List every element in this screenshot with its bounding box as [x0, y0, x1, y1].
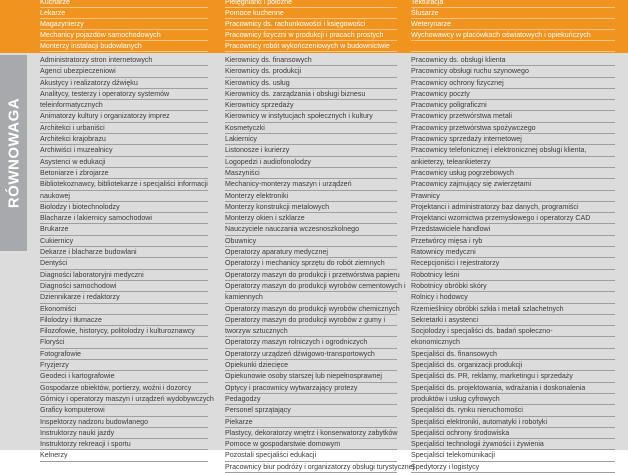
- occupation-row: Ekonomiści: [40, 304, 208, 315]
- occupation-row: Specjaliści ochrony środowiska: [411, 428, 615, 439]
- occupation-row: Operatorzy maszyn do produkcji wyrobów cementowych i: [225, 281, 397, 292]
- occupation-row: Monterzy instalacji budowlanych: [40, 41, 208, 52]
- occupation-row: Pozostali specjaliści edukacji: [225, 450, 397, 461]
- occupation-row: Ślusarze: [411, 8, 615, 19]
- occupation-row: kamiennych: [225, 292, 397, 303]
- occupation-row: Kierownicy sprzedaży: [225, 100, 397, 111]
- top-column-3: [411, 0, 615, 52]
- occupation-row: Specjaliści ds. finansowych: [411, 349, 615, 360]
- occupation-row: Projektanci i administratorzy baz danych, programiści: [411, 202, 615, 213]
- occupation-row: Specjaliści ds. organizacji produkcji: [411, 360, 615, 371]
- occupation-row: Dentyści: [40, 258, 208, 269]
- occupation-row: Operatorzy maszyn do produkcji wyrobów chemicznych: [225, 304, 397, 315]
- occupation-row: Fryzjerzy: [40, 360, 208, 371]
- occupation-row: Sekretarki i asystenci: [411, 315, 615, 326]
- occupation-row: Recepcjoniści i rejestratorzy: [411, 258, 615, 269]
- occupation-row: Lekarze: [40, 8, 208, 19]
- occupation-row: Animatorzy kultury i organizatorzy imprez: [40, 111, 208, 122]
- occupation-row: [411, 41, 615, 52]
- occupation-row: Monterzy okien i szklarze: [225, 213, 397, 224]
- occupation-row: Brukarze: [40, 224, 208, 235]
- occupation-row: Pracownicy sprzedaży internetowej: [411, 134, 615, 145]
- occupation-row: Magazynierzy: [40, 19, 208, 30]
- occupation-row: Opiekunki dziecięce: [225, 360, 397, 371]
- top-column-2: [225, 0, 397, 52]
- occupation-row: Pracownicy ds. obsługi klienta: [411, 55, 615, 66]
- occupation-row: Kierownicy ds. zarządzania i obsługi biznesu: [225, 89, 397, 100]
- balance-column-1: [40, 55, 214, 462]
- occupation-row: Administratorzy stron internetowych: [40, 55, 208, 66]
- occupation-row: Robotnicy leśni: [411, 270, 615, 281]
- occupation-row: Architekci krajobrazu: [40, 134, 208, 145]
- occupation-row: Dziennikarze i redaktorzy: [40, 292, 208, 303]
- occupation-row: Rzemieślnicy obróbki szkła i metali szlachetnych: [411, 304, 615, 315]
- occupation-row: Prawnicy: [411, 191, 615, 202]
- section-tab: [0, 55, 27, 251]
- occupation-row: Kierownicy ds. usług: [225, 78, 397, 89]
- occupation-row: Operatorzy maszyn rolniczych i ogrodniczych: [225, 337, 397, 348]
- occupation-row: Kelnerzy: [40, 450, 208, 461]
- occupation-row: Biolodzy i biotechnolodzy: [40, 202, 208, 213]
- occupation-row: Monterzy konstrukcji metalowych: [225, 202, 397, 213]
- occupation-row: Wychowawcy w placówkach oświatowych i opiekuńczych: [411, 30, 615, 41]
- occupation-row: Ratownicy medyczni: [411, 247, 615, 258]
- occupation-row: Agenci ubezpieczeniowi: [40, 66, 208, 77]
- occupation-row: Specjaliści elektroniki, automatyki i robotyki: [411, 417, 615, 428]
- occupation-row: Specjaliści telekomunikacji: [411, 450, 615, 461]
- occupation-row: Floryści: [40, 337, 208, 348]
- deficit-section: [0, 0, 628, 53]
- occupation-row: Mechanicy-monterzy maszyn i urządzeń: [225, 179, 397, 190]
- occupation-row: Plastycy, dekoratorzy wnętrz i konserwatorzy zabytków: [225, 428, 397, 439]
- occupation-row: Monterzy elektroniki: [225, 191, 397, 202]
- occupation-row: Lakiernicy: [225, 134, 397, 145]
- occupation-row: Kucharze: [40, 0, 208, 8]
- occupation-row: Pomoce w gospodarstwie domowym: [225, 439, 397, 450]
- occupation-row: Dekarze i blacharze budowlani: [40, 247, 208, 258]
- occupation-row: Obuwnicy: [225, 236, 397, 247]
- occupation-row: Pracownicy ds. rachunkowości i księgowości: [225, 19, 397, 30]
- occupation-row: Górnicy i operatorzy maszyn i urządzeń wydobywczych: [40, 394, 208, 405]
- section-label: RÓWNOWAGA: [5, 97, 22, 209]
- occupation-row: Filozofowie, historycy, politolodzy i kulturoznawcy: [40, 326, 208, 337]
- occupation-row: Maszyniści: [225, 168, 397, 179]
- occupation-row: Personel sprzątający: [225, 405, 397, 416]
- occupation-row: Specjaliści technologii żywności i żywienia: [411, 439, 615, 450]
- occupation-row: Specjaliści ds. PR, reklamy, marketingu i sprzedaży: [411, 371, 615, 382]
- occupation-row: Pracownicy robót wykończeniowych w budownictwie: [225, 41, 397, 52]
- occupation-row: Pracownicy usług pogrzebowych: [411, 168, 615, 179]
- occupation-row: Akustycy i realizatorzy dźwięku: [40, 78, 208, 89]
- occupation-row: Diagności samochodowi: [40, 281, 208, 292]
- occupation-row: Pracownicy poligraficzni: [411, 100, 615, 111]
- occupation-row: Nauczyciele nauczania wczesnoszkolnego: [225, 224, 397, 235]
- occupation-row: Pracownicy fizyczni w produkcji i pracach prostych: [225, 30, 397, 41]
- occupation-row: Graficy komputerowi: [40, 405, 208, 416]
- occupation-row: Kosmetyczki: [225, 123, 397, 134]
- occupation-row: Spedytorzy i logistycy: [411, 462, 615, 473]
- occupation-row: Przedstawiciele handlowi: [411, 224, 615, 235]
- occupation-row: Pracownicy biur podróży i organizatorzy obsługi turystycznej: [225, 462, 397, 473]
- occupation-row: Pracownicy ochrony fizycznej: [411, 78, 615, 89]
- occupation-row: Tekturacja: [411, 0, 615, 8]
- occupation-row: Analitycy, testerzy i operatorzy systemów: [40, 89, 208, 100]
- occupation-row: Przetwórcy mięsa i ryb: [411, 236, 615, 247]
- occupation-row: Pomoce kuchenne: [225, 8, 397, 19]
- occupation-row: Opiekunowie osoby starszej lub niepełnosprawnej: [225, 371, 397, 382]
- occupation-row: Pielęgniarki i położne: [225, 0, 397, 8]
- occupation-row: produktów i usług cyfrowych: [411, 394, 615, 405]
- occupation-row: Pracownicy zajmujący się zwierzętami: [411, 179, 615, 190]
- occupation-row: Pracownicy poczty: [411, 89, 615, 100]
- top-column-1: [40, 0, 208, 52]
- occupation-row: Pracownicy przetwórstwa spożywczego: [411, 123, 615, 134]
- occupation-row: Architekci i urbaniści: [40, 123, 208, 134]
- occupation-row: Piekarze: [225, 417, 397, 428]
- occupation-row: Geodeci i kartografowie: [40, 371, 208, 382]
- occupation-row: Operatorzy aparatury medycznej: [225, 247, 397, 258]
- occupation-row: Fotografowie: [40, 349, 208, 360]
- occupation-row: Specjaliści ds. rynku nieruchomości: [411, 405, 615, 416]
- occupation-row: teleinformatycznych: [40, 100, 208, 111]
- occupation-row: Pedagodzy: [225, 394, 397, 405]
- occupation-row: Kierownicy w instytucjach społecznych i kultury: [225, 111, 397, 122]
- occupation-row: tworzyw sztucznych: [225, 326, 397, 337]
- balance-column-2: [225, 55, 415, 473]
- occupation-row: Kierownicy ds. produkcji: [225, 66, 397, 77]
- occupation-row: Instruktorzy rekreacji i sportu: [40, 439, 208, 450]
- occupation-row: Filolodzy i tłumacze: [40, 315, 208, 326]
- occupation-row: Instruktorzy nauki jazdy: [40, 428, 208, 439]
- occupation-row: naukowej: [40, 191, 208, 202]
- occupation-row: Mechanicy pojazdów samochodowych: [40, 30, 208, 41]
- occupation-row: Socjolodzy i specjaliści ds. badań społeczno-: [411, 326, 615, 337]
- occupation-row: Logopedzi i audiofonolodzy: [225, 157, 397, 168]
- occupation-row: Operatorzy maszyn do produkcji wyrobów z gumy i: [225, 315, 397, 326]
- occupation-row: Specjaliści ds. projektowania, wdrażania i doskonalenia: [411, 383, 615, 394]
- occupation-row: Bibliotekoznawcy, bibliotekarze i specjaliści informacji: [40, 179, 208, 190]
- occupation-row: Pracownicy obsługi ruchu szynowego: [411, 66, 615, 77]
- occupation-row: Inspektorzy nadzoru budowlanego: [40, 417, 208, 428]
- occupation-row: Asystenci w edukacji: [40, 157, 208, 168]
- occupation-row: Pracownicy telefonicznej i elektronicznej obsługi klienta,: [411, 145, 615, 156]
- occupation-row: Kierownicy ds. finansowych: [225, 55, 397, 66]
- occupation-row: Robotnicy obróbki skóry: [411, 281, 615, 292]
- occupation-row: Archiwiści i muzealnicy: [40, 145, 208, 156]
- occupation-row: Pracownicy przetwórstwa metali: [411, 111, 615, 122]
- occupation-row: Gospodarze obiektów, portierzy, woźni i dozorcy: [40, 383, 208, 394]
- occupation-row: ekonomicznych: [411, 337, 615, 348]
- occupation-row: Projektanci wzornictwa przemysłowego i operatorzy CAD: [411, 213, 615, 224]
- occupation-row: Betoniarze i zbrojarze: [40, 168, 208, 179]
- occupation-row: Weterynarze: [411, 19, 615, 30]
- occupation-row: ankieterzy, teleankieterzy: [411, 157, 615, 168]
- occupation-row: Listonosze i kurierzy: [225, 145, 397, 156]
- balance-section: [0, 53, 628, 471]
- occupation-row: Rolnicy i hodowcy: [411, 292, 615, 303]
- occupation-row: Operatorzy i mechanicy sprzętu do robót ziemnych: [225, 258, 397, 269]
- occupation-row: Operatorzy urządzeń dźwigowo-transportowych: [225, 349, 397, 360]
- occupation-row: Blacharze i lakiernicy samochodowi: [40, 213, 208, 224]
- occupation-row: Cukiernicy: [40, 236, 208, 247]
- occupation-row: Operatorzy maszyn do produkcji i przetwórstwa papieru: [225, 270, 397, 281]
- occupation-row: Optycy i pracownicy wytwarzający protezy: [225, 383, 397, 394]
- balance-column-3: [411, 55, 615, 473]
- occupation-row: Diagności laboratoryjni medyczni: [40, 270, 208, 281]
